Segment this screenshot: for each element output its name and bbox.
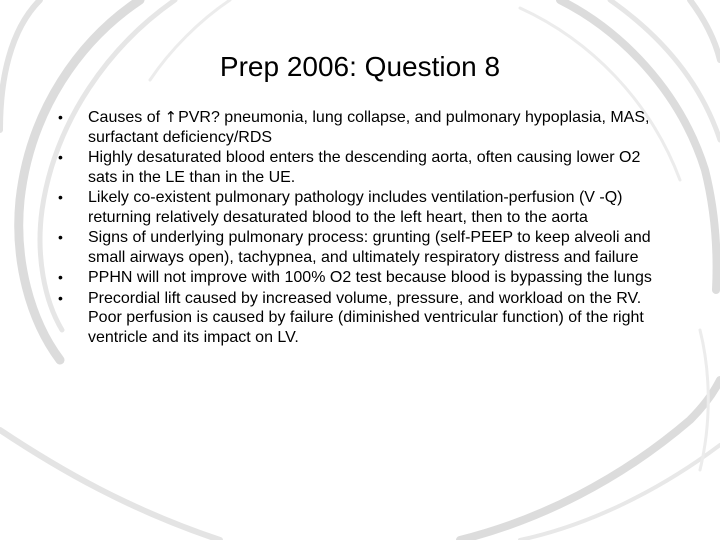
- bullet-text-prefix: Causes of: [88, 109, 165, 126]
- bullet-marker: •: [58, 109, 63, 125]
- bullet-text: Likely co-existent pulmonary pathology includes ventilation-perfusion (V -Q) returning relatively desaturated blood to the left heart, then to the aorta: [88, 189, 623, 226]
- bullet-text: PVR? pneumonia, lung collapse, and pulmonary hypoplasia, MAS, surfactant deficiency/RDS: [88, 109, 650, 146]
- bullet-list: [58, 108, 658, 348]
- bullet-item: [58, 108, 658, 147]
- slide-title: Prep 2006: Question 8: [219, 51, 501, 82]
- bullet-marker: •: [58, 189, 63, 205]
- bullet-marker: •: [58, 289, 63, 306]
- bullet-text: Signs of underlying pulmonary process: grunting (self-PEEP to keep alveoli and small airways open), tachypnea, and ultimately respiratory distress and failure: [88, 229, 651, 266]
- bullet-item: [58, 148, 658, 187]
- bullet-text: Highly desaturated blood enters the descending aorta, often causing lower O2 sats in the LE than in the UE.: [88, 149, 641, 186]
- bullet-item: [58, 228, 658, 267]
- bullet-marker: •: [58, 269, 63, 285]
- up-arrow-icon: ↑: [164, 108, 178, 126]
- bullet-marker: •: [58, 229, 63, 245]
- bullet-text: PPHN will not improve with 100% O2 test because blood is bypassing the lungs: [88, 269, 652, 286]
- bullet-marker: •: [58, 149, 63, 165]
- bullet-item: [58, 268, 658, 288]
- bullet-text: Precordial lift caused by increased volume, pressure, and workload on the RV. Poor perfusion is caused by failure (diminished ventricular function) of the right ventricle and its impact on LV.: [88, 289, 644, 346]
- bullet-item: [58, 289, 658, 348]
- bullet-item: [58, 188, 658, 227]
